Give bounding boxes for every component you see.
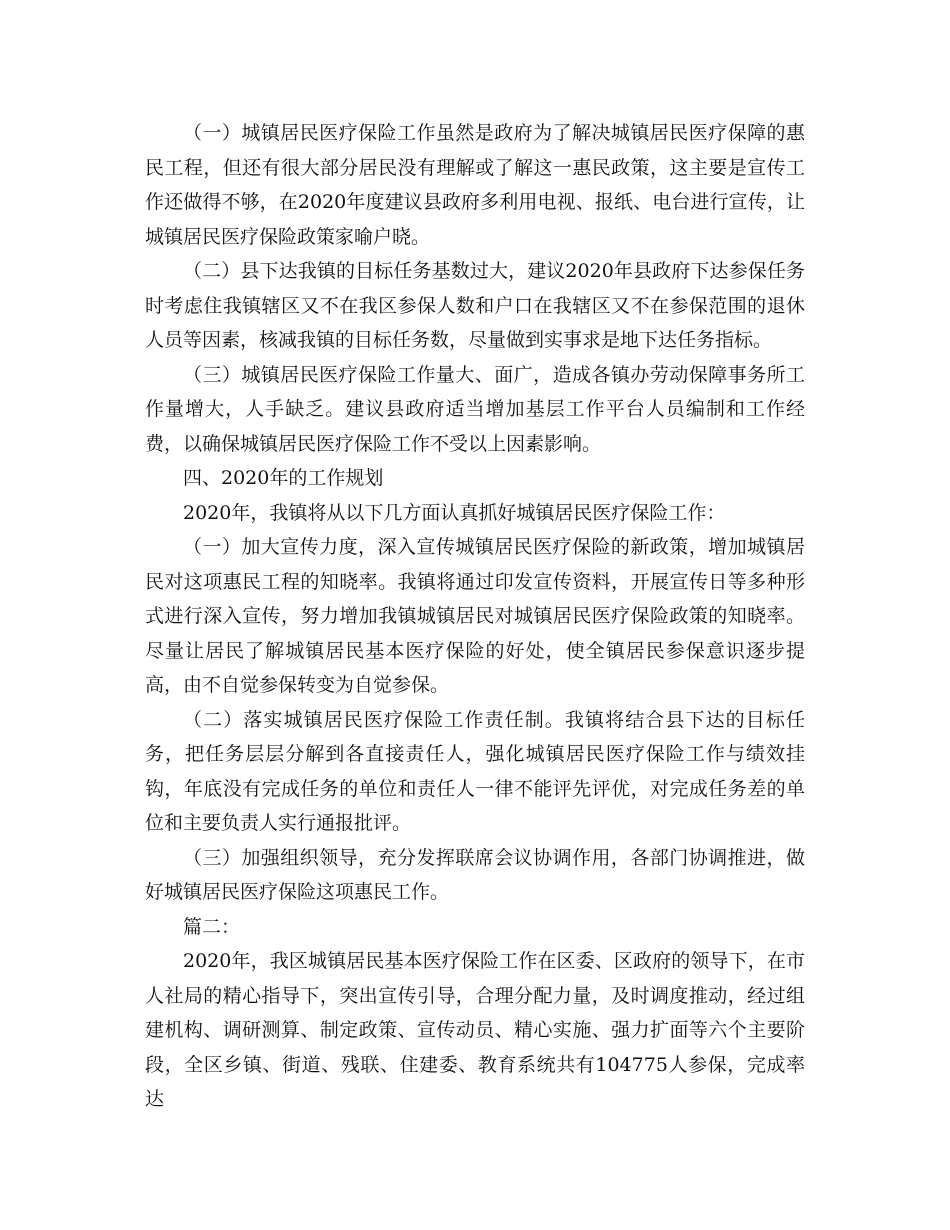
- paragraph-7: （二）落实城镇居民医疗保险工作责任制。我镇将结合县下达的目标任务，把任务层层分解到各直接责任人，强化城镇居民医疗保险工作与绩效挂钩，年底没有完成任务的单位和责任人一律不能评先评优，对完成任务差的单位和主要负责人实行通报批评。: [145, 708, 805, 834]
- paragraph-3: （三）城镇居民医疗保险工作量大、面广，造成各镇办劳动保障事务所工作量增大，人手缺乏。建议县政府适当增加基层工作平台人员编制和工作经费，以确保城镇居民医疗保险工作不受以上因素影响。: [145, 363, 805, 455]
- paragraph-5: 2020年，我镇将从以下几方面认真抓好城镇居民医疗保险工作：: [183, 501, 726, 524]
- section-heading-4: 四、2020年的工作规划: [183, 467, 384, 489]
- paragraph-10: 2020年，我区城镇居民基本医疗保险工作在区委、区政府的领导下，在市人社局的精心指导下，突出宣传引导，合理分配力量，及时调度推动，经过组建机构、调研测算、制定政策、宣传动员、精心实施、强力扩面等六个主要阶段，全区乡镇、街道、残联、住建委、教育系统共有104775人参保，完成率达: [145, 950, 805, 1110]
- paragraph-6: （一）加大宣传力度，深入宣传城镇居民医疗保险的新政策，增加城镇居民对这项惠民工程的知晓率。我镇将通过印发宣传资料，开展宣传日等多种形式进行深入宣传，努力增加我镇城镇居民对城镇居民医疗保险政策的知晓率。尽量让居民了解城镇居民基本医疗保险的好处，使全镇居民参保意识逐步提高，由不自觉参保转变为自觉参保。: [145, 536, 805, 696]
- paragraph-2: （二）县下达我镇的目标任务基数过大，建议2020年县政府下达参保任务时考虑住我镇辖区又不在我区参保人数和户口在我辖区又不在参保范围的退休人员等因素，核减我镇的目标任务数，尽量做到实事求是地下达任务指标。: [145, 260, 805, 351]
- paragraph-8: （三）加强组织领导，充分发挥联席会议协调作用，各部门协调推进，做好城镇居民医疗保险这项惠民工作。: [145, 846, 805, 903]
- document-body: [145, 116, 805, 1117]
- section-label: 篇二：: [183, 915, 241, 938]
- paragraph-1: （一）城镇居民医疗保险工作虽然是政府为了解决城镇居民医疗保障的惠民工程，但还有很大部分居民没有理解或了解这一惠民政策，这主要是宣传工作还做得不够，在2020年度建议县政府多利用电视、报纸、电台进行宣传，让城镇居民医疗保险政策家喻户晓。: [145, 122, 805, 248]
